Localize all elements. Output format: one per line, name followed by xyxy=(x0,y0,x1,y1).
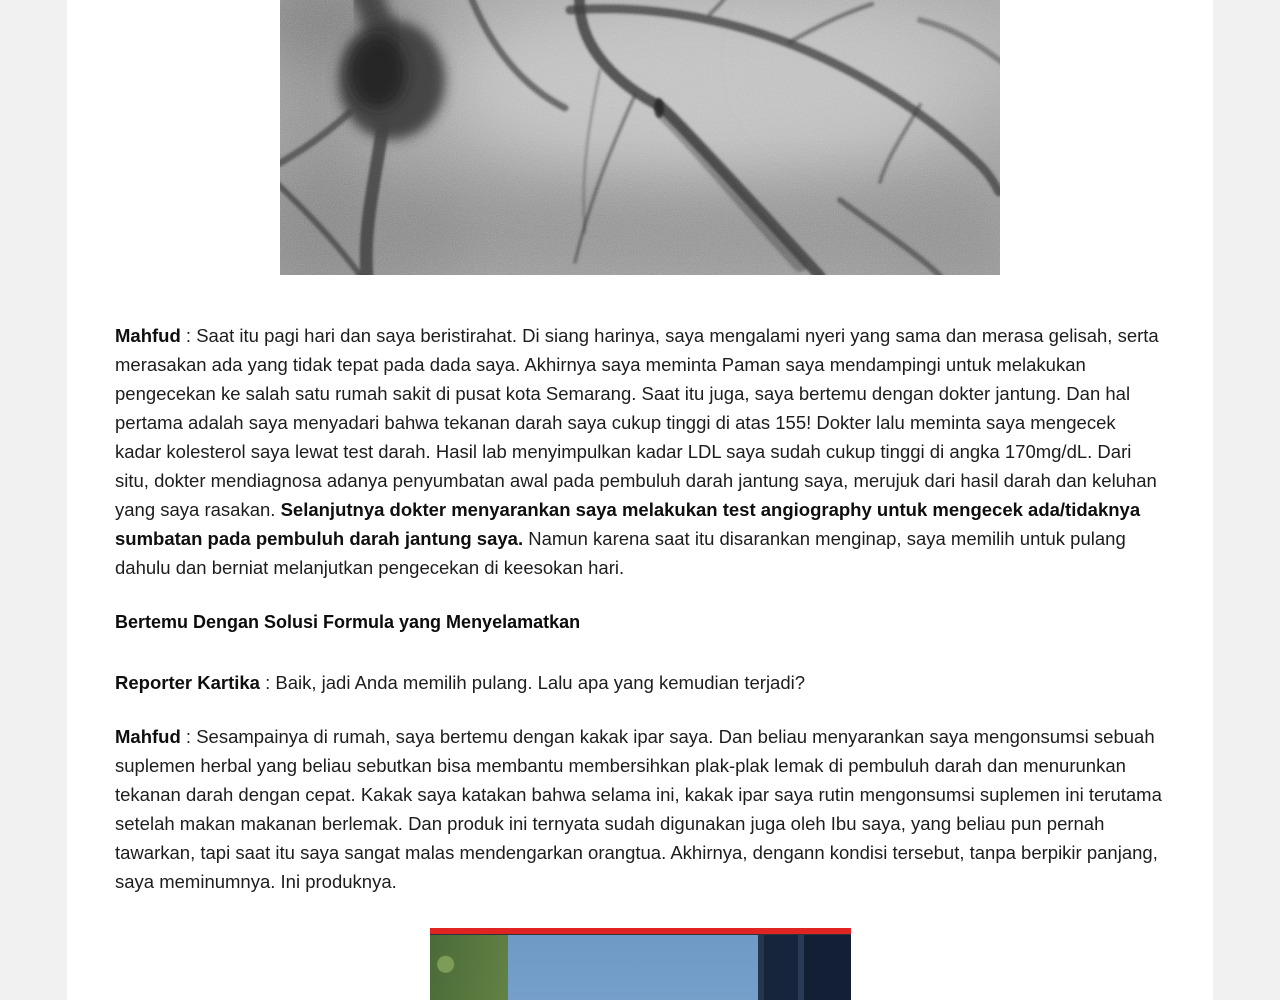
angiography-xray-image xyxy=(280,0,1000,275)
paragraph-reporter xyxy=(115,668,1165,697)
angiography-xray-graphic xyxy=(280,0,1000,275)
speaker-name: Mahfud xyxy=(115,325,181,346)
speaker-separator: : xyxy=(180,325,197,346)
paragraph-text: Baik, jadi Anda memilih pulang. Lalu apa yang kemudian terjadi? xyxy=(275,672,806,693)
foliage-area xyxy=(430,935,508,1000)
paragraph-mahfud-2 xyxy=(115,722,1165,896)
paragraph-text: Sesampainya di rumah, saya bertemu dengan kakak ipar saya. Dan beliau menyarankan saya mengonsumsi sebuah suplemen herbal yang beliau sebutkan bisa membantu membersihkan plak-plak lemak di pembuluh darah dan menurunkan tekanan darah dengan cepat. Kakak saya katakan bahwa selama ini, kakak ipar saya rutin mengonsumsi suplemen ini terutama setelah makan makanan berlemak. Dan produk ini ternyata sudah digunakan juga oleh Ibu saya, yang beliau pun pernah tawarkan, tapi saat itu saya sangat malas mendengarkan orangtua. Akhirnya, dengann kondisi tersebut, tanpa berpikir panjang, saya meminumnya. Ini produknya. xyxy=(115,726,1162,892)
paragraph-mahfud-1 xyxy=(115,321,1165,582)
paragraph-text: Saat itu pagi hari dan saya beristirahat. Di siang harinya, saya mengalami nyeri yang sama dan merasa gelisah, serta merasakan ada yang tidak tepat pada dada saya. Akhirnya saya meminta Paman saya mendampingi untuk melakukan pengecekan ke salah satu rumah sakit di pusat kota Semarang. Saat itu juga, saya bertemu dengan dokter jantung. Dan hal pertama adalah saya menyadari bahwa tekanan darah saya cukup tinggi di atas 155! Dokter lalu meminta saya mengecek kadar kolesterol saya lewat test darah. Hasil lab menyimpulkan kadar LDL saya sudah cukup tinggi di angka 170mg/dL. Dari situ, dokter mendiagnosa adanya penyumbatan awal pada pembuluh darah jantung saya, merujuk dari hasil darah dan keluhan yang saya rasakan. xyxy=(115,325,1159,520)
speaker-name: Reporter Kartika xyxy=(115,672,260,693)
article-content-column xyxy=(67,0,1213,1000)
sky-area xyxy=(508,935,758,1000)
article-body xyxy=(67,275,1213,896)
speaker-separator: : xyxy=(259,672,276,693)
paragraph-text: Namun karena saat itu disarankan menginap, saya memilih untuk pulang dahulu dan berniat melanjutkan pengecekan di keesokan hari. xyxy=(115,528,1126,578)
product-photo-image xyxy=(430,934,851,1000)
paragraph-bold-text: Selanjutnya dokter menyarankan saya melakukan test angiography untuk mengecek ada/tidaknya sumbatan pada pembuluh darah jantung saya. xyxy=(115,499,1141,549)
speaker-separator: : xyxy=(180,726,197,747)
speaker-name: Mahfud xyxy=(115,726,181,747)
product-photo xyxy=(430,928,851,1000)
building-area xyxy=(758,935,851,1000)
section-heading: Bertemu Dengan Solusi Formula yang Menyelamatkan xyxy=(115,612,581,632)
